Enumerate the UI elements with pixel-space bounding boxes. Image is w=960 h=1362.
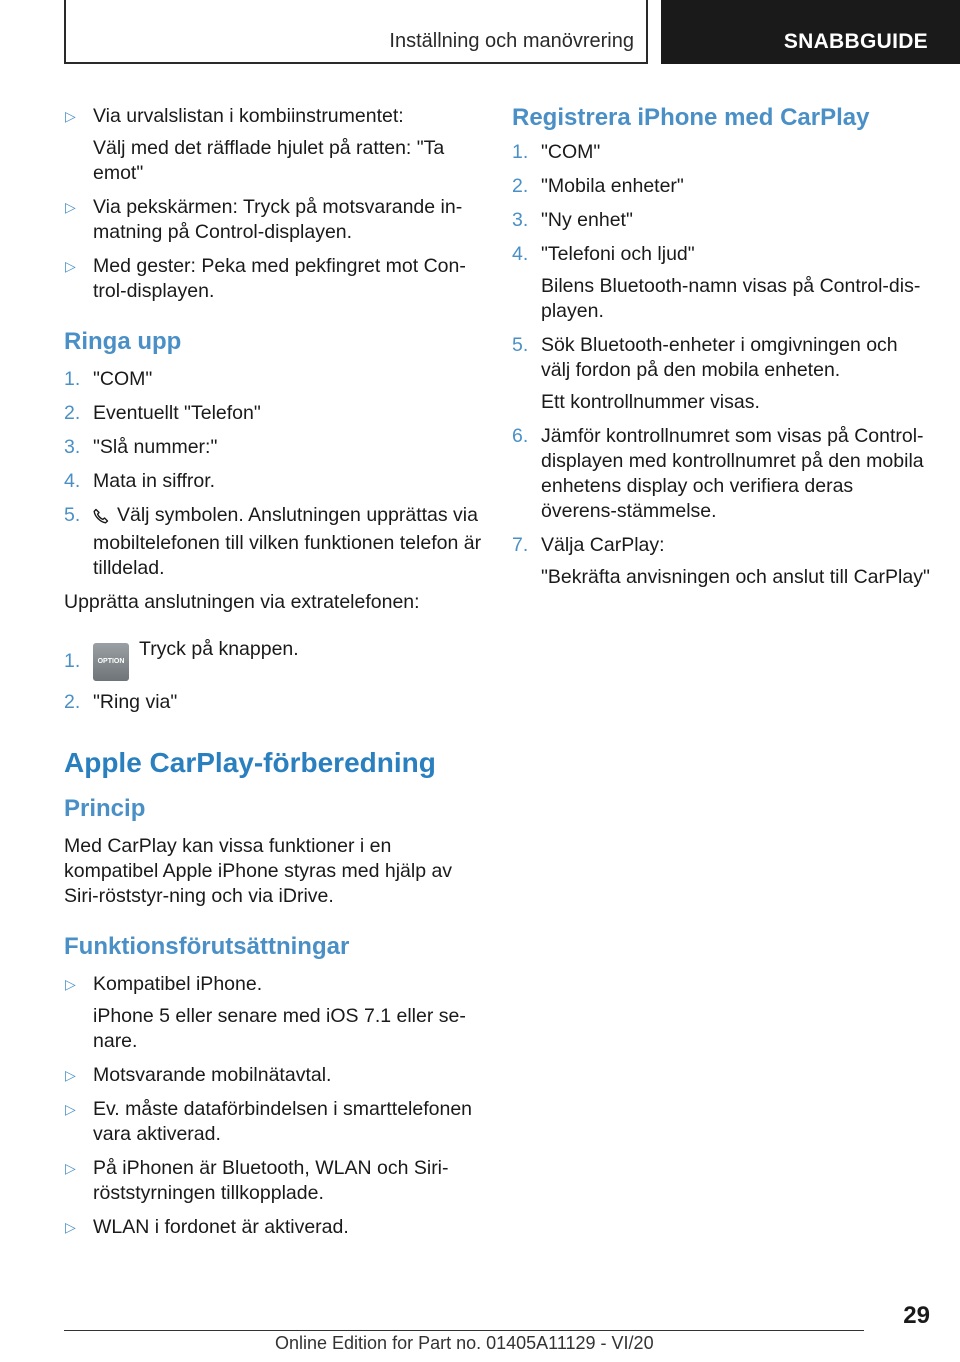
section-title: Inställning och manövrering [389,30,634,52]
step-number: 4. [512,243,529,265]
step-subtext: "Bekräfta anvisningen och anslut till CarPlay" [541,566,930,588]
list-item [64,972,484,1054]
step-number: 3. [64,436,81,458]
list-item [64,1215,484,1240]
bullet-text: Med gester: Peka med pekfingret mot Con-trol-displayen. [93,255,466,302]
right-column [512,104,932,599]
list-item [64,469,484,494]
footer-edition: Online Edition for Part no. 01405A11129 - VI/20 [275,1333,654,1353]
heading-registrera-iphone: Registrera iPhone med CarPlay [512,104,870,131]
step-text: "COM" [541,141,601,163]
step-number: 1. [64,368,81,390]
step-number: 4. [64,470,81,492]
step-content [93,637,484,681]
step-text: Eventuellt "Telefon" [93,402,261,424]
list-item [64,503,484,581]
step-text: "Telefoni och ljud" [541,243,695,265]
list-item [512,140,932,165]
list-item [64,104,484,186]
step-text: Välj symbolen. Anslutningen upprättas via mobiltelefonen till vilken funktionen telefon är tilldelad. [93,504,482,579]
bullet-text: WLAN i fordonet är aktiverad. [93,1216,349,1238]
list-item [512,333,932,415]
bullet-text: Motsvarande mobilnätavtal. [93,1064,332,1086]
step-text: Tryck på knappen. [139,638,299,660]
extra-phone-text: Upprätta anslutningen via extratelefonen: [64,591,420,613]
step-number: 5. [64,504,81,526]
bullet-text: Kompatibel iPhone. [93,973,263,995]
step-number: 2. [64,402,81,424]
footer-divider [64,1330,864,1331]
step-number: 1. [512,141,529,163]
step-text: "Mobila enheter" [541,175,684,197]
step-number: 6. [512,425,529,447]
bullet-marker: ▷ [65,1101,76,1117]
bullet-marker: ▷ [65,108,76,124]
step-number: 2. [512,175,529,197]
option-button-icon: OPTION [93,643,129,681]
bullet-marker: ▷ [65,1067,76,1083]
bullet-marker: ▷ [65,1219,76,1235]
bullet-text: Via pekskärmen: Tryck på motsvarande in-matning på Control-displayen. [93,196,463,243]
step-content [93,503,484,581]
list-item [64,1156,484,1206]
bullet-marker: ▷ [65,258,76,274]
list-item [64,367,484,392]
list-item [64,254,484,304]
list-item [64,1097,484,1147]
princip-text: Med CarPlay kan vissa funktioner i en kompatibel Apple iPhone styras med hjälp av Siri-röststyr-ning och via iDrive. [64,835,453,907]
list-item [64,435,484,460]
list-item [64,195,484,245]
step-number: 3. [512,209,529,231]
bullet-subtext: Välj med det räfflade hjulet på ratten: "Ta emot" [93,137,445,184]
step-text: Välja CarPlay: [541,534,665,556]
step-number: 1. [64,650,81,672]
list-item [512,242,932,324]
list-item [512,208,932,233]
step-subtext: Ett kontrollnummer visas. [541,391,760,413]
page-number: 29 [903,1302,930,1329]
list-item [64,637,484,681]
list-item [64,690,484,715]
header-box [64,0,648,64]
bullet-text: Ev. måste dataförbindelsen i smarttelefonen vara aktiverad. [93,1098,473,1145]
bullet-subtext: iPhone 5 eller senare med iOS 7.1 eller se-nare. [93,1005,466,1052]
step-text: Sök Bluetooth-enheter i omgivningen och välj fordon på den mobila enheten. [541,334,898,381]
list-item [512,174,932,199]
step-text: "Ring via" [93,691,178,713]
list-item [512,424,932,524]
heading-carplay: Apple CarPlay-förberedning [64,747,436,778]
step-number: 7. [512,534,529,556]
list-item [512,533,932,590]
list-item [64,1063,484,1088]
step-number: 5. [512,334,529,356]
step-text: "Ny enhet" [541,209,633,231]
header-tab: SNABBGUIDE [661,0,960,64]
heading-funktionsforutsattningar: Funktionsförutsättningar [64,933,350,960]
bullet-marker: ▷ [65,976,76,992]
heading-ringa-upp: Ringa upp [64,328,182,355]
bullet-text: Via urvalslistan i kombiinstrumentet: [93,105,404,127]
phone-handset-icon [93,506,109,531]
bullet-marker: ▷ [65,199,76,215]
step-subtext: Bilens Bluetooth-namn visas på Control-dis-playen. [541,275,921,322]
step-text: "Slå nummer:" [93,436,218,458]
heading-princip: Princip [64,795,146,822]
left-column [64,104,484,1249]
step-number: 2. [64,691,81,713]
step-text: "COM" [93,368,153,390]
bullet-text: På iPhonen är Bluetooth, WLAN och Siri-röststyrningen tillkopplade. [93,1157,449,1204]
step-text: Jämför kontrollnumret som visas på Control-displayen med kontrollnumret på den mobila enhetens display och verifiera deras överens-stämmelse. [541,425,924,522]
list-item [64,401,484,426]
step-text: Mata in siffror. [93,470,216,492]
bullet-marker: ▷ [65,1160,76,1176]
